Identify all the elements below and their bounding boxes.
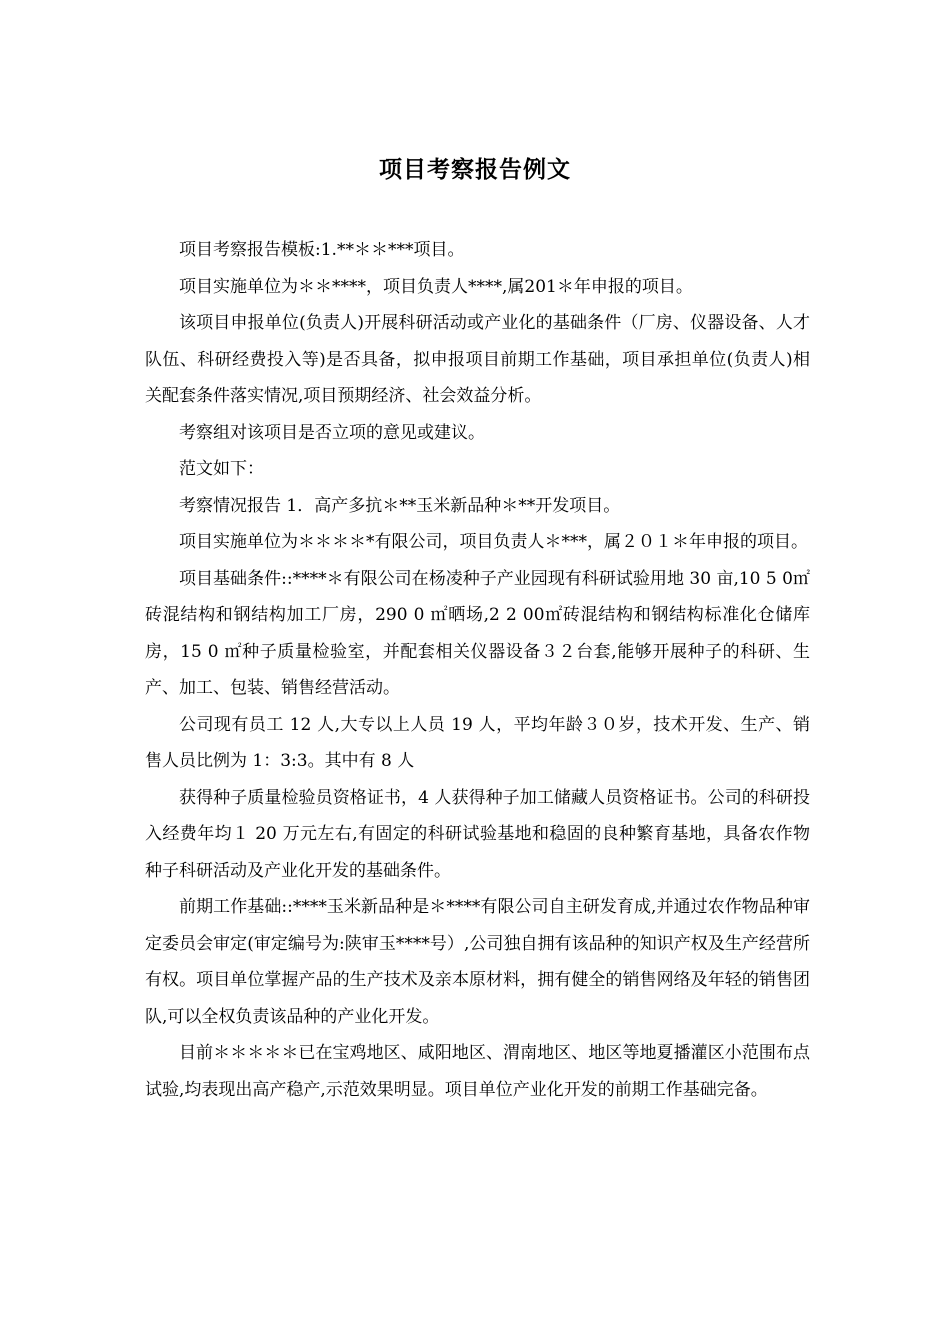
paragraph: 目前＊＊＊＊＊已在宝鸡地区、咸阳地区、渭南地区、地区等地夏播灌区小范围布点试验,均表现出高产稳产,示范效果明显。项目单位产业化开发的前期工作基础完备。 (145, 1043, 810, 1100)
document-title: 项目考察报告例文 (379, 157, 571, 183)
paragraph: 考察情况报告 1．高产多抗＊**玉米新品种＊**开发项目。 (179, 495, 621, 516)
paragraph: 公司现有员工 12 人,大专以上人员 19 人，平均年龄３０岁，技术开发、生产、销售人员比例为 1：3:3。其中有 8 人 (145, 714, 810, 771)
paragraph: 项目实施单位为＊＊＊＊*有限公司，项目负责人＊***，属２０１＊年申报的项目。 (179, 532, 808, 552)
paragraph: 项目基础条件::****＊有限公司在杨凌种子产业园现有科研试验用地 30 亩,10 5 0㎡砖混结构和钢结构加工厂房，290 0 ㎡晒场,2 2 00㎡砖混结构和钢结构标准化仓储库房，15 0 ㎡种子质量检验室，并配套相关仪器设备３２台套,能够开展种子的科研、生产、加工、包装、销售经营活动。 (145, 568, 810, 698)
paragraph: 项目实施单位为＊＊****，项目负责人****,属201＊年申报的项目。 (179, 276, 693, 297)
paragraph: 获得种子质量检验员资格证书，4 人获得种子加工储藏人员资格证书。公司的科研投入经费年均１ 20 万元左右,有固定的科研试验基地和稳固的良种繁育基地，具备农作物种子科研活动及产业化开发的基础条件。 (145, 787, 810, 881)
paragraph: 范文如下： (179, 459, 264, 479)
paragraph: 该项目申报单位(负责人)开展科研活动或产业化的基础条件（厂房、仪器设备、人才队伍、科研经费投入等)是否具备，拟申报项目前期工作基础，项目承担单位(负责人)相关配套条件落实情况,项目预期经济、社会效益分析。 (145, 313, 810, 406)
paragraph: 项目考察报告模板:1.**＊＊***项目。 (179, 240, 465, 260)
document-body (145, 232, 810, 1108)
paragraph: 考察组对该项目是否立项的意见或建议。 (179, 422, 485, 443)
paragraph: 前期工作基础::****玉米新品种是＊****有限公司自主研发育成,并通过农作物品种审定委员会审定(审定编号为:陕审玉****号）,公司独自拥有该品种的知识产权及生产经营所有权。项目单位掌握产品的生产技术及亲本原材料，拥有健全的销售网络及年轻的销售团队,可以全权负责该品种的产业化开发。 (145, 897, 810, 1027)
